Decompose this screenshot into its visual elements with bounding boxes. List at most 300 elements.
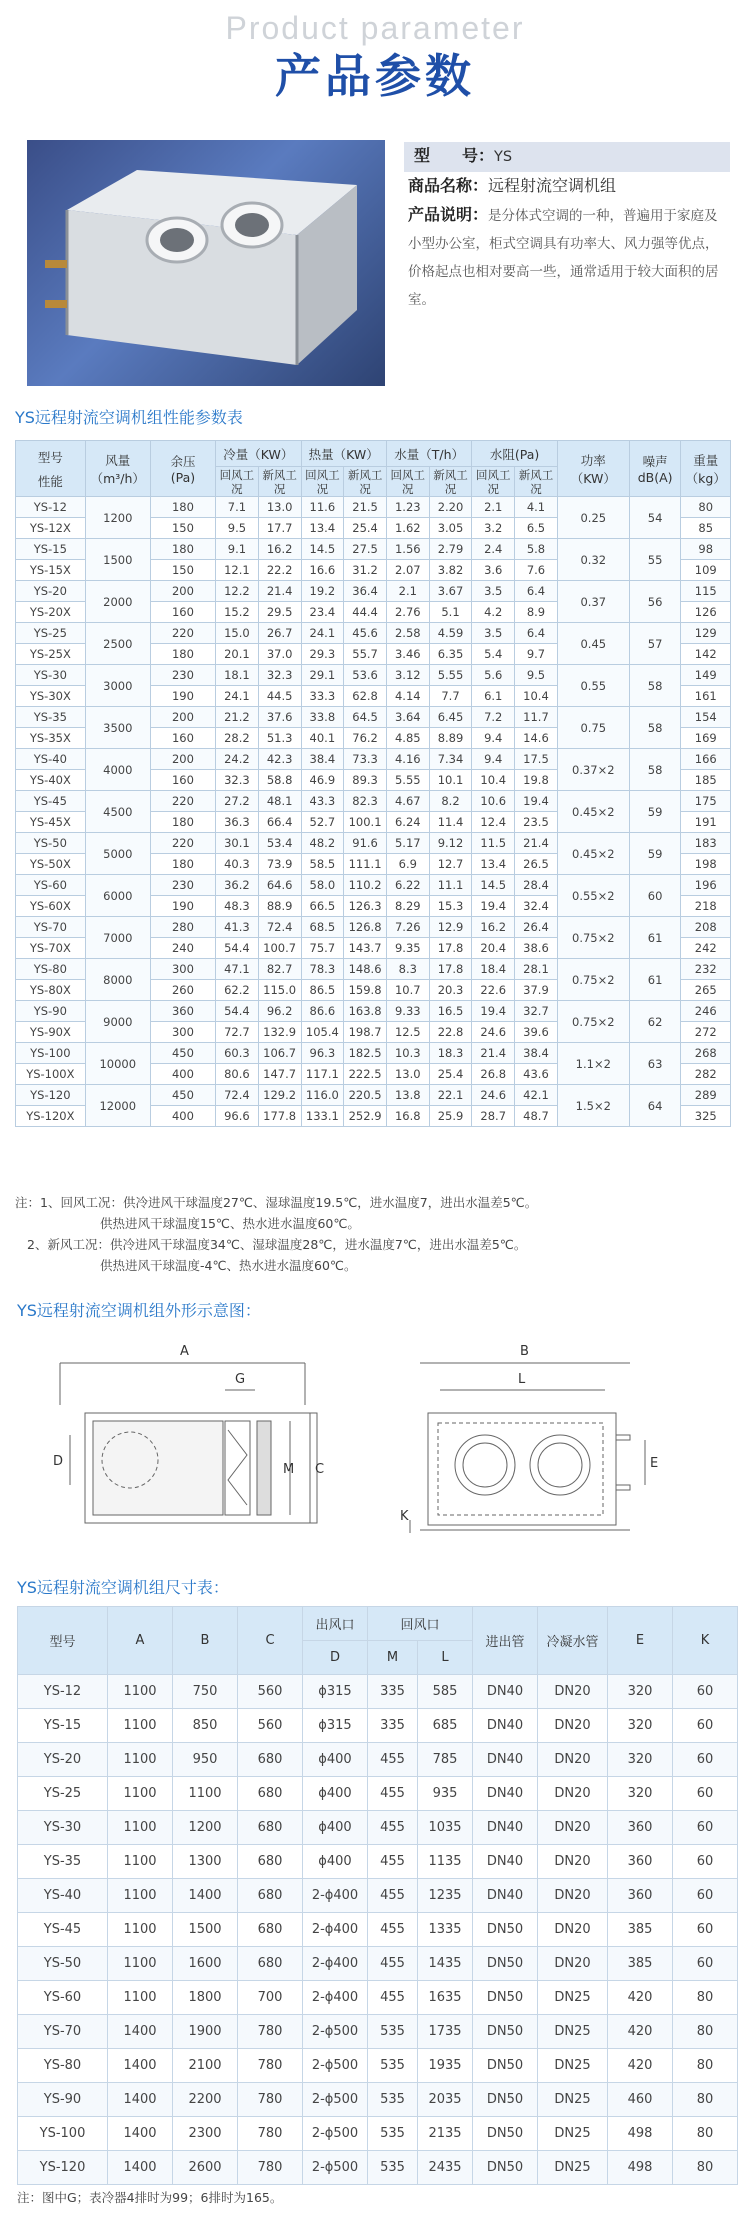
table-cell: 2600 [173, 2151, 238, 2185]
t2-header-condense: 冷凝水管 [538, 1607, 608, 1675]
t2-header-L: L [418, 1641, 473, 1675]
table-cell: 14.6 [515, 728, 558, 749]
table-cell: 100.7 [258, 938, 301, 959]
table-cell: 60 [673, 1913, 738, 1947]
label-D: D [53, 1454, 64, 1469]
table-cell: 8.2 [429, 791, 472, 812]
cell-noise: 59 [629, 791, 681, 833]
cell-weight: 232 [681, 959, 731, 980]
note-line: 供热进风干球温度-4℃、热水进水温度60℃。 [100, 1258, 357, 1273]
table-cell: 13.4 [301, 518, 344, 539]
table-cell: 3.82 [429, 560, 472, 581]
table-cell: 1.62 [386, 518, 429, 539]
table-cell: 143.7 [344, 938, 387, 959]
t2-header-K: K [673, 1607, 738, 1675]
table-cell: 43.6 [515, 1064, 558, 1085]
table-cell: 148.6 [344, 959, 387, 980]
table-cell: 72.4 [216, 1085, 259, 1106]
table-cell: 24.1 [216, 686, 259, 707]
cell-model: YS-35X [16, 728, 86, 749]
table-cell: 26.8 [472, 1064, 515, 1085]
cell-noise: 56 [629, 581, 681, 623]
table-cell: 360 [608, 1879, 673, 1913]
table2-title: YS远程射流空调机组尺寸表： [17, 1578, 229, 1597]
table-cell: 150 [150, 518, 215, 539]
table-cell: 36.4 [344, 581, 387, 602]
table-cell: 47.1 [216, 959, 259, 980]
cell-noise: 62 [629, 1001, 681, 1043]
table-cell: 535 [368, 2083, 418, 2117]
table-cell: 560 [238, 1675, 303, 1709]
table-cell: 160 [150, 770, 215, 791]
table-cell: 685 [418, 1709, 473, 1743]
table-cell: DN50 [473, 2151, 538, 2185]
table-cell: 21.2 [216, 707, 259, 728]
table-cell: 6.4 [515, 581, 558, 602]
table-cell: 1500 [173, 1913, 238, 1947]
table-cell: DN20 [538, 1845, 608, 1879]
table-cell: 21.5 [344, 497, 387, 518]
table-cell: 16.2 [472, 917, 515, 938]
table-cell: 14.5 [301, 539, 344, 560]
table-row [16, 917, 731, 938]
table-cell: 13.4 [472, 854, 515, 875]
table-cell: 30.1 [216, 833, 259, 854]
table-cell: 17.7 [258, 518, 301, 539]
table-cell: DN40 [473, 1845, 538, 1879]
table-cell: 41.3 [216, 917, 259, 938]
t2-header-E: E [608, 1607, 673, 1675]
table-cell: 80 [673, 2117, 738, 2151]
table-cell: 45.6 [344, 623, 387, 644]
table-cell: 82.7 [258, 959, 301, 980]
t2-header-A: A [108, 1607, 173, 1675]
table-cell: 400 [150, 1106, 215, 1127]
table-cell: 850 [173, 1709, 238, 1743]
table-cell: 42.3 [258, 749, 301, 770]
cell-weight: 242 [681, 938, 731, 959]
cell-airflow: 3000 [85, 665, 150, 707]
cell-model: YS-15 [18, 1709, 108, 1743]
table-cell: 19.4 [472, 1001, 515, 1022]
cell-model: YS-60 [18, 1981, 108, 2015]
label-E: E [650, 1456, 659, 1471]
table-cell: 9.33 [386, 1001, 429, 1022]
cell-weight: 208 [681, 917, 731, 938]
table-cell: 48.2 [301, 833, 344, 854]
table-cell: 126.8 [344, 917, 387, 938]
table-cell: 22.1 [429, 1085, 472, 1106]
cell-weight: 198 [681, 854, 731, 875]
table-cell: 1100 [108, 1675, 173, 1709]
t2-header-D: D [303, 1641, 368, 1675]
table-cell: 535 [368, 2117, 418, 2151]
label-A: A [180, 1344, 189, 1359]
table-cell: 54.4 [216, 938, 259, 959]
cell-weight: 166 [681, 749, 731, 770]
cell-weight: 191 [681, 812, 731, 833]
table-cell: 3.67 [429, 581, 472, 602]
table-cell: 200 [150, 707, 215, 728]
header-water-fresh: 新风工况 [429, 467, 472, 497]
table-cell: 420 [608, 2015, 673, 2049]
table-cell: 16.2 [258, 539, 301, 560]
table-cell: 7.1 [216, 497, 259, 518]
table-cell: 3.5 [472, 623, 515, 644]
cell-power: 0.75×2 [557, 959, 629, 1001]
air-conditioner-unit-image [27, 140, 385, 386]
table-cell: 230 [150, 665, 215, 686]
table-cell: 116.0 [301, 1085, 344, 1106]
table-cell: 20.4 [472, 938, 515, 959]
table-row [18, 1709, 738, 1743]
table-cell: 1100 [108, 1743, 173, 1777]
table-cell: 2.79 [429, 539, 472, 560]
cell-power: 0.45×2 [557, 791, 629, 833]
cell-model: YS-90X [16, 1022, 86, 1043]
cell-model: YS-25 [18, 1777, 108, 1811]
table-cell: 2-ϕ500 [303, 2117, 368, 2151]
table-cell: 460 [608, 2083, 673, 2117]
table-cell: 455 [368, 1981, 418, 2015]
cell-airflow: 5000 [85, 833, 150, 875]
cell-model: YS-45X [16, 812, 86, 833]
table2-note: 注：图中G；表冷器4排时为99；6排时为165。 [17, 2190, 283, 2205]
cell-weight: 268 [681, 1043, 731, 1064]
table-cell: 51.3 [258, 728, 301, 749]
label-M: M [283, 1462, 295, 1477]
table-cell: 29.5 [258, 602, 301, 623]
header-performance: 性能 [37, 473, 63, 489]
table-cell: 78.3 [301, 959, 344, 980]
table-cell: 27.2 [216, 791, 259, 812]
table-cell: 160 [150, 728, 215, 749]
cell-model: YS-45 [18, 1913, 108, 1947]
table-cell: 785 [418, 1743, 473, 1777]
table-cell: 28.1 [515, 959, 558, 980]
table-cell: 86.5 [301, 980, 344, 1001]
header-weight-label: 重量 [693, 452, 719, 468]
table-cell: 1335 [418, 1913, 473, 1947]
table-cell: 680 [238, 1811, 303, 1845]
table-cell: DN20 [538, 1709, 608, 1743]
table-cell: 15.2 [216, 602, 259, 623]
table-cell: 22.2 [258, 560, 301, 581]
table-row [18, 1879, 738, 1913]
header-power [557, 441, 629, 497]
cell-model: YS-80 [18, 2049, 108, 2083]
table-cell: 4.85 [386, 728, 429, 749]
cell-model: YS-60 [16, 875, 86, 896]
table-cell: 89.3 [344, 770, 387, 791]
table-cell: 498 [608, 2117, 673, 2151]
table-cell: 4.59 [429, 623, 472, 644]
cell-power: 0.37×2 [557, 749, 629, 791]
table-cell: 76.2 [344, 728, 387, 749]
table-cell: 1400 [108, 2117, 173, 2151]
table-cell: 10.7 [386, 980, 429, 1001]
table-cell: 360 [150, 1001, 215, 1022]
table-cell: 86.6 [301, 1001, 344, 1022]
table-cell: 11.7 [515, 707, 558, 728]
table-cell: 455 [368, 1777, 418, 1811]
table-cell: 2-ϕ500 [303, 2083, 368, 2117]
table-cell: 117.1 [301, 1064, 344, 1085]
table-cell: DN40 [473, 1743, 538, 1777]
table-cell: 9.5 [515, 665, 558, 686]
table-cell: 11.4 [429, 812, 472, 833]
table-cell: 335 [368, 1675, 418, 1709]
table-cell: 5.6 [472, 665, 515, 686]
table-cell: 68.5 [301, 917, 344, 938]
table-cell: 31.2 [344, 560, 387, 581]
table-cell: 3.46 [386, 644, 429, 665]
table-row [16, 791, 731, 812]
table-cell: 126.3 [344, 896, 387, 917]
note-line: 2、新风工况：供冷进风干球温度34℃、湿球温度28℃，进水温度7℃，进出水温差5℃。 [27, 1237, 527, 1252]
header-pressure [150, 441, 215, 497]
cell-power: 0.45×2 [557, 833, 629, 875]
cell-weight: 265 [681, 980, 731, 1001]
table-cell: 320 [608, 1777, 673, 1811]
table-cell: 1900 [173, 2015, 238, 2049]
cell-noise: 63 [629, 1043, 681, 1085]
cell-noise: 61 [629, 917, 681, 959]
table-cell: 38.4 [301, 749, 344, 770]
table-cell: DN50 [473, 2083, 538, 2117]
cell-power: 0.32 [557, 539, 629, 581]
table-cell: 6.24 [386, 812, 429, 833]
table-cell: 385 [608, 1913, 673, 1947]
model-value: YS [494, 149, 513, 165]
table-cell: 1100 [108, 1845, 173, 1879]
cell-noise: 60 [629, 875, 681, 917]
table-cell: 1100 [108, 1981, 173, 2015]
cell-model: YS-45 [16, 791, 86, 812]
table-cell: 3.2 [472, 518, 515, 539]
table-cell: 44.4 [344, 602, 387, 623]
table-cell: 6.45 [429, 707, 472, 728]
table-cell: 1600 [173, 1947, 238, 1981]
cell-model: YS-12 [18, 1675, 108, 1709]
table-row [18, 2151, 738, 2185]
table-cell: 2.4 [472, 539, 515, 560]
table-cell: 7.2 [472, 707, 515, 728]
table-row [18, 2117, 738, 2151]
table-row [16, 833, 731, 854]
table-cell: DN40 [473, 1777, 538, 1811]
table-cell: 96.2 [258, 1001, 301, 1022]
table-cell: 160 [150, 602, 215, 623]
table-cell: 17.8 [429, 959, 472, 980]
cell-airflow: 4000 [85, 749, 150, 791]
table-row [18, 1913, 738, 1947]
table-cell: DN25 [538, 1981, 608, 2015]
table-cell: 100.1 [344, 812, 387, 833]
table-cell: 190 [150, 896, 215, 917]
cell-power: 0.75×2 [557, 1001, 629, 1043]
t2-header-return: 回风口 [368, 1607, 473, 1641]
table-cell: DN50 [473, 1981, 538, 2015]
table-cell: 111.1 [344, 854, 387, 875]
table-cell: 73.9 [258, 854, 301, 875]
table-cell: 780 [238, 2083, 303, 2117]
header-airflow-unit: （m³/h） [90, 470, 145, 486]
cell-power: 0.55×2 [557, 875, 629, 917]
table-row [18, 1777, 738, 1811]
table-cell: 320 [608, 1709, 673, 1743]
table-row [18, 1845, 738, 1879]
table-cell: 10.4 [472, 770, 515, 791]
cell-weight: 196 [681, 875, 731, 896]
table-cell: 25.9 [429, 1106, 472, 1127]
label-C: C [315, 1462, 325, 1477]
table-cell: 33.8 [301, 707, 344, 728]
table-cell: 420 [608, 2049, 673, 2083]
table-cell: 23.4 [301, 602, 344, 623]
table-cell: 300 [150, 1022, 215, 1043]
table-cell: 10.6 [472, 791, 515, 812]
note-line: 供热进风干球温度15℃、热水进水温度60℃。 [100, 1216, 360, 1231]
table-cell: 1100 [108, 1913, 173, 1947]
table-cell: 400 [150, 1064, 215, 1085]
table-cell: 16.5 [429, 1001, 472, 1022]
table-cell: 455 [368, 1845, 418, 1879]
table-cell: 40.3 [216, 854, 259, 875]
table-cell: 12.2 [216, 581, 259, 602]
table-cell: 1400 [108, 2015, 173, 2049]
table-cell: 58.8 [258, 770, 301, 791]
name-value: 远程射流空调机组 [488, 176, 617, 195]
table-cell: 60.3 [216, 1043, 259, 1064]
table-cell: 26.5 [515, 854, 558, 875]
table-cell: 2.58 [386, 623, 429, 644]
table-row [16, 539, 731, 560]
table-row [16, 707, 731, 728]
table-row [16, 749, 731, 770]
table-cell: 9.4 [472, 749, 515, 770]
table-cell: 46.9 [301, 770, 344, 791]
dimension-table-body [18, 1675, 738, 2185]
table-cell: 8.9 [515, 602, 558, 623]
table-cell: DN20 [538, 1947, 608, 1981]
cell-weight: 126 [681, 602, 731, 623]
table-row [18, 1811, 738, 1845]
table-cell: 9.7 [515, 644, 558, 665]
table-cell: 129.2 [258, 1085, 301, 1106]
product-info [404, 142, 730, 314]
header-water: 水量（T/h） [386, 441, 471, 467]
table-cell: 80.6 [216, 1064, 259, 1085]
notes [15, 1192, 731, 1276]
table-cell: 9.5 [216, 518, 259, 539]
table-cell: 7.7 [429, 686, 472, 707]
table-cell: 1135 [418, 1845, 473, 1879]
table-cell: 54.4 [216, 1001, 259, 1022]
table-row [18, 2083, 738, 2117]
table-cell: ϕ400 [303, 1811, 368, 1845]
cell-model: YS-15 [16, 539, 86, 560]
table-cell: 455 [368, 1879, 418, 1913]
header-pressure-label: 余压 [170, 454, 196, 469]
table-cell: 132.9 [258, 1022, 301, 1043]
desc-label: 产品说明： [408, 205, 489, 224]
table-cell: 9.35 [386, 938, 429, 959]
table-cell: 25.4 [344, 518, 387, 539]
table-cell: DN40 [473, 1811, 538, 1845]
table-cell: 5.55 [429, 665, 472, 686]
table-cell: 180 [150, 497, 215, 518]
label-B: B [520, 1344, 529, 1359]
table-cell: 24.6 [472, 1022, 515, 1043]
cell-noise: 58 [629, 749, 681, 791]
header-noise-unit: dB(A) [637, 470, 673, 485]
table-cell: 320 [608, 1675, 673, 1709]
cell-model: YS-100 [18, 2117, 108, 2151]
table-cell: 4.2 [472, 602, 515, 623]
table-cell: 535 [368, 2151, 418, 2185]
cell-model: YS-20 [16, 581, 86, 602]
table-cell: 60 [673, 1709, 738, 1743]
table-cell: 6.9 [386, 854, 429, 875]
table-cell: 2-ϕ500 [303, 2151, 368, 2185]
table-cell: 163.8 [344, 1001, 387, 1022]
table-cell: 5.17 [386, 833, 429, 854]
table-cell: 1400 [173, 1879, 238, 1913]
table-cell: 60 [673, 1879, 738, 1913]
table-row [16, 665, 731, 686]
cell-model: YS-35 [18, 1845, 108, 1879]
table-cell: 21.4 [258, 581, 301, 602]
cell-model: YS-80 [16, 959, 86, 980]
table-cell: 53.6 [344, 665, 387, 686]
table-cell: 2435 [418, 2151, 473, 2185]
table-cell: 585 [418, 1675, 473, 1709]
model-label: 型 号： [414, 146, 495, 165]
cell-power: 1.5×2 [557, 1085, 629, 1127]
table-cell: 28.7 [472, 1106, 515, 1127]
cell-airflow: 2500 [85, 623, 150, 665]
table-row [16, 623, 731, 644]
table-cell: 177.8 [258, 1106, 301, 1127]
cell-airflow: 8000 [85, 959, 150, 1001]
table-cell: 60 [673, 1675, 738, 1709]
table-row [18, 1981, 738, 2015]
table-cell: 498 [608, 2151, 673, 2185]
desc-value: 是分体式空调的一种，普遍用于家庭及小型办公室，柜式空调具有功率大、风力强等优点，价格起点也相对要高一些，通常适用于较大面积的居室。 [408, 208, 719, 308]
header-cooling-fresh: 新风工况 [258, 467, 301, 497]
table-cell: 80 [673, 2083, 738, 2117]
table-cell: 2100 [173, 2049, 238, 2083]
table-cell: 180 [150, 812, 215, 833]
table-cell: 180 [150, 539, 215, 560]
table-cell: DN25 [538, 2117, 608, 2151]
cell-model: YS-100X [16, 1064, 86, 1085]
table-cell: 21.4 [472, 1043, 515, 1064]
table-cell: 33.3 [301, 686, 344, 707]
table-cell: 280 [150, 917, 215, 938]
table-cell: 1.56 [386, 539, 429, 560]
cell-power: 0.75 [557, 707, 629, 749]
table-cell: 1100 [108, 1709, 173, 1743]
table-cell: 535 [368, 2015, 418, 2049]
table-cell: 147.7 [258, 1064, 301, 1085]
cell-model: YS-25X [16, 644, 86, 665]
table-cell: 455 [368, 1913, 418, 1947]
table-cell: 52.7 [301, 812, 344, 833]
table-cell: 29.3 [301, 644, 344, 665]
table-cell: 6.22 [386, 875, 429, 896]
